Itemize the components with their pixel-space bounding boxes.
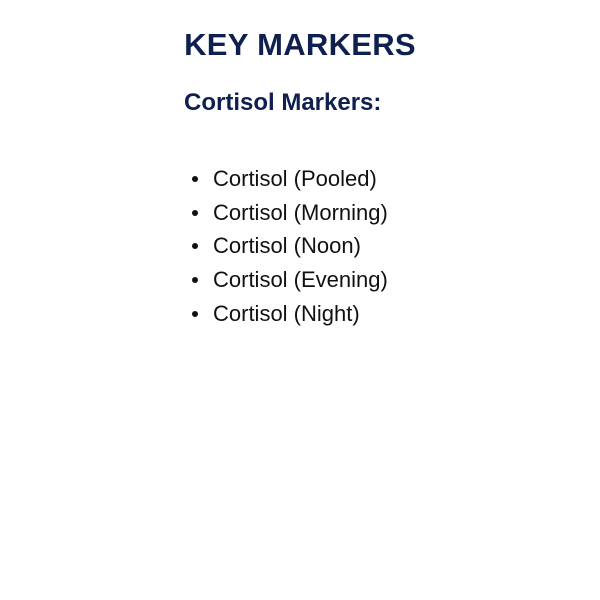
list-item [213, 196, 388, 230]
page-title: KEY MARKERS [184, 27, 416, 62]
bullet-icon [192, 176, 198, 182]
bullet-icon [192, 243, 198, 249]
bullet-icon [192, 210, 198, 216]
list-item-label: Cortisol (Night) [213, 300, 360, 326]
list-item [213, 229, 388, 263]
list-item [213, 162, 388, 196]
marker-list [184, 162, 388, 331]
list-item-label: Cortisol (Evening) [213, 267, 388, 293]
bullet-icon [192, 311, 198, 317]
list-item [213, 297, 388, 331]
bullet-icon [192, 277, 198, 283]
section-heading: Cortisol Markers: [184, 89, 382, 116]
list-item-label: Cortisol (Morning) [213, 199, 388, 225]
list-item-label: Cortisol (Noon) [213, 233, 361, 259]
list-item [213, 263, 388, 297]
list-item-label: Cortisol (Pooled) [213, 166, 377, 191]
